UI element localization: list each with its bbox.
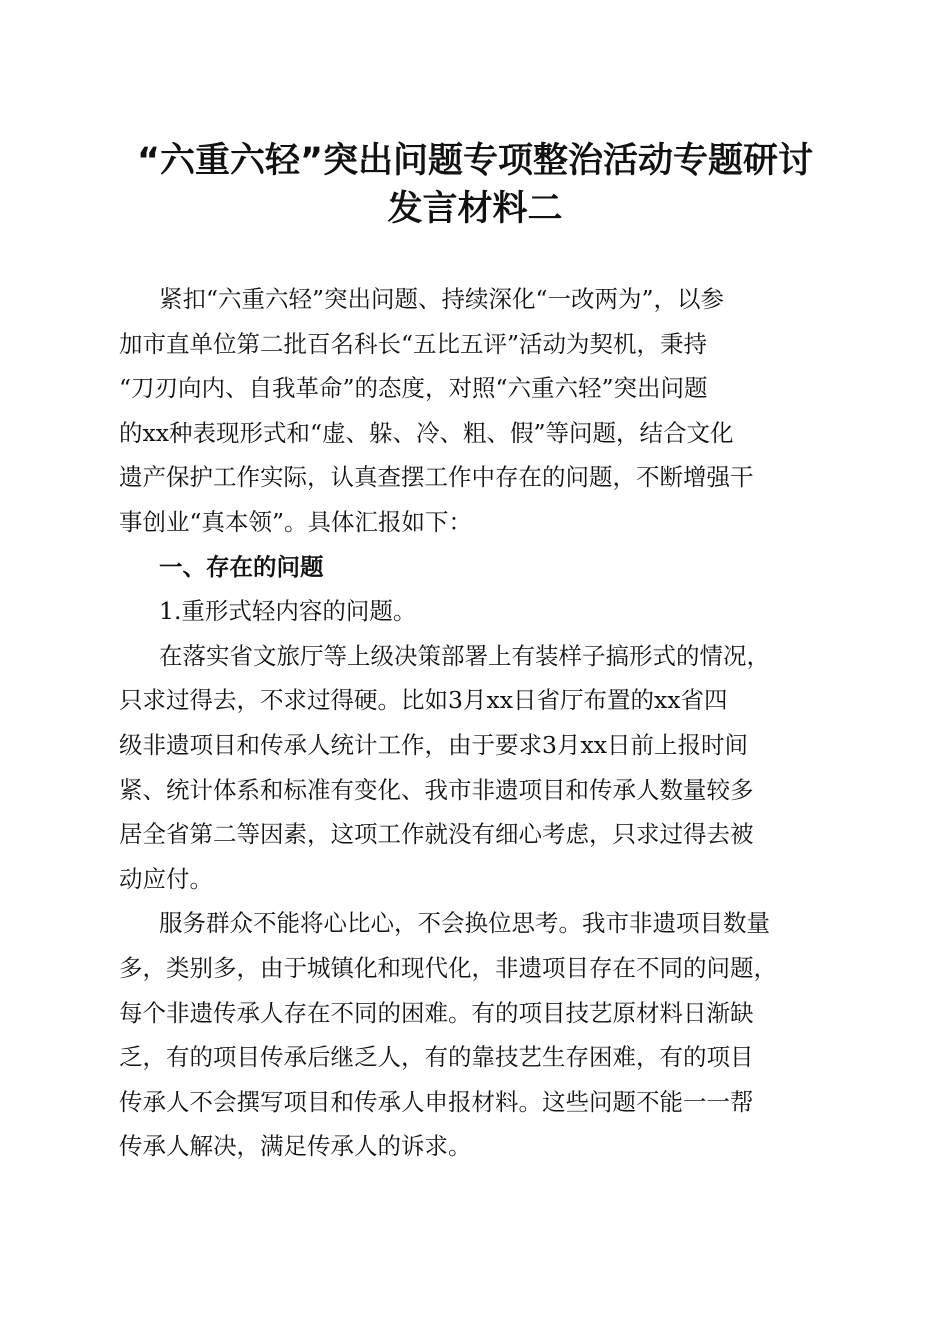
document-title-line-1: “六重六轻”突出问题专项整治活动专题研讨 <box>136 141 813 181</box>
intro-line: 遗产保护工作实际，认真查摆工作中存在的问题，不断增强干 <box>119 463 754 492</box>
paragraph-line: 传承人不会撰写项目和传承人申报材料。这些问题不能一一帮 <box>119 1087 754 1116</box>
subsection-title: 1.重形式轻内容的问题。 <box>159 597 417 626</box>
paragraph-line: 多，类别多，由于城镇化和现代化，非遗项目存在不同的问题， <box>119 953 777 982</box>
intro-line: 加市直单位第二批百名科长“五比五评”活动为契机，秉持 <box>119 329 708 358</box>
intro-line: “刀刃向内、自我革命”的态度，对照“六重六轻”突出问题 <box>119 374 708 403</box>
section-heading: 一、存在的问题 <box>159 552 324 581</box>
paragraph-line: 只求过得去，不求过得硬。比如3月xx日省厅布置的xx省四 <box>119 686 728 715</box>
intro-line: 的xx种表现形式和“虚、躲、冷、粗、假”等问题，结合文化 <box>119 418 734 447</box>
intro-line: 事创业“真本领”。具体汇报如下： <box>119 507 473 536</box>
document-body <box>119 277 834 1169</box>
paragraph-line: 级非遗项目和传承人统计工作，由于要求3月xx日前上报时间 <box>119 730 748 759</box>
paragraph-line: 服务群众不能将心比心，不会换位思考。我市非遗项目数量 <box>159 909 770 938</box>
paragraph-line: 紧、统计体系和标准有变化、我市非遗项目和传承人数量较多 <box>119 775 754 804</box>
document-title-line-2: 发言材料二 <box>387 189 563 229</box>
paragraph-line: 居全省第二等因素，这项工作就没有细心考虑，只求过得去被 <box>119 820 754 849</box>
paragraph-line: 传承人解决，满足传承人的诉求。 <box>119 1132 472 1161</box>
paragraph-line: 乏，有的项目传承后继乏人，有的靠技艺生存困难，有的项目 <box>119 1043 754 1072</box>
paragraph-line: 在落实省文旅厅等上级决策部署上有装样子搞形式的情况， <box>159 641 770 670</box>
intro-line: 紧扣“六重六轻”突出问题、持续深化“一改两为”，以参 <box>159 285 725 313</box>
paragraph-line: 每个非遗传承人存在不同的困难。有的项目技艺原材料日渐缺 <box>119 998 754 1027</box>
paragraph-line: 动应付。 <box>119 864 213 893</box>
